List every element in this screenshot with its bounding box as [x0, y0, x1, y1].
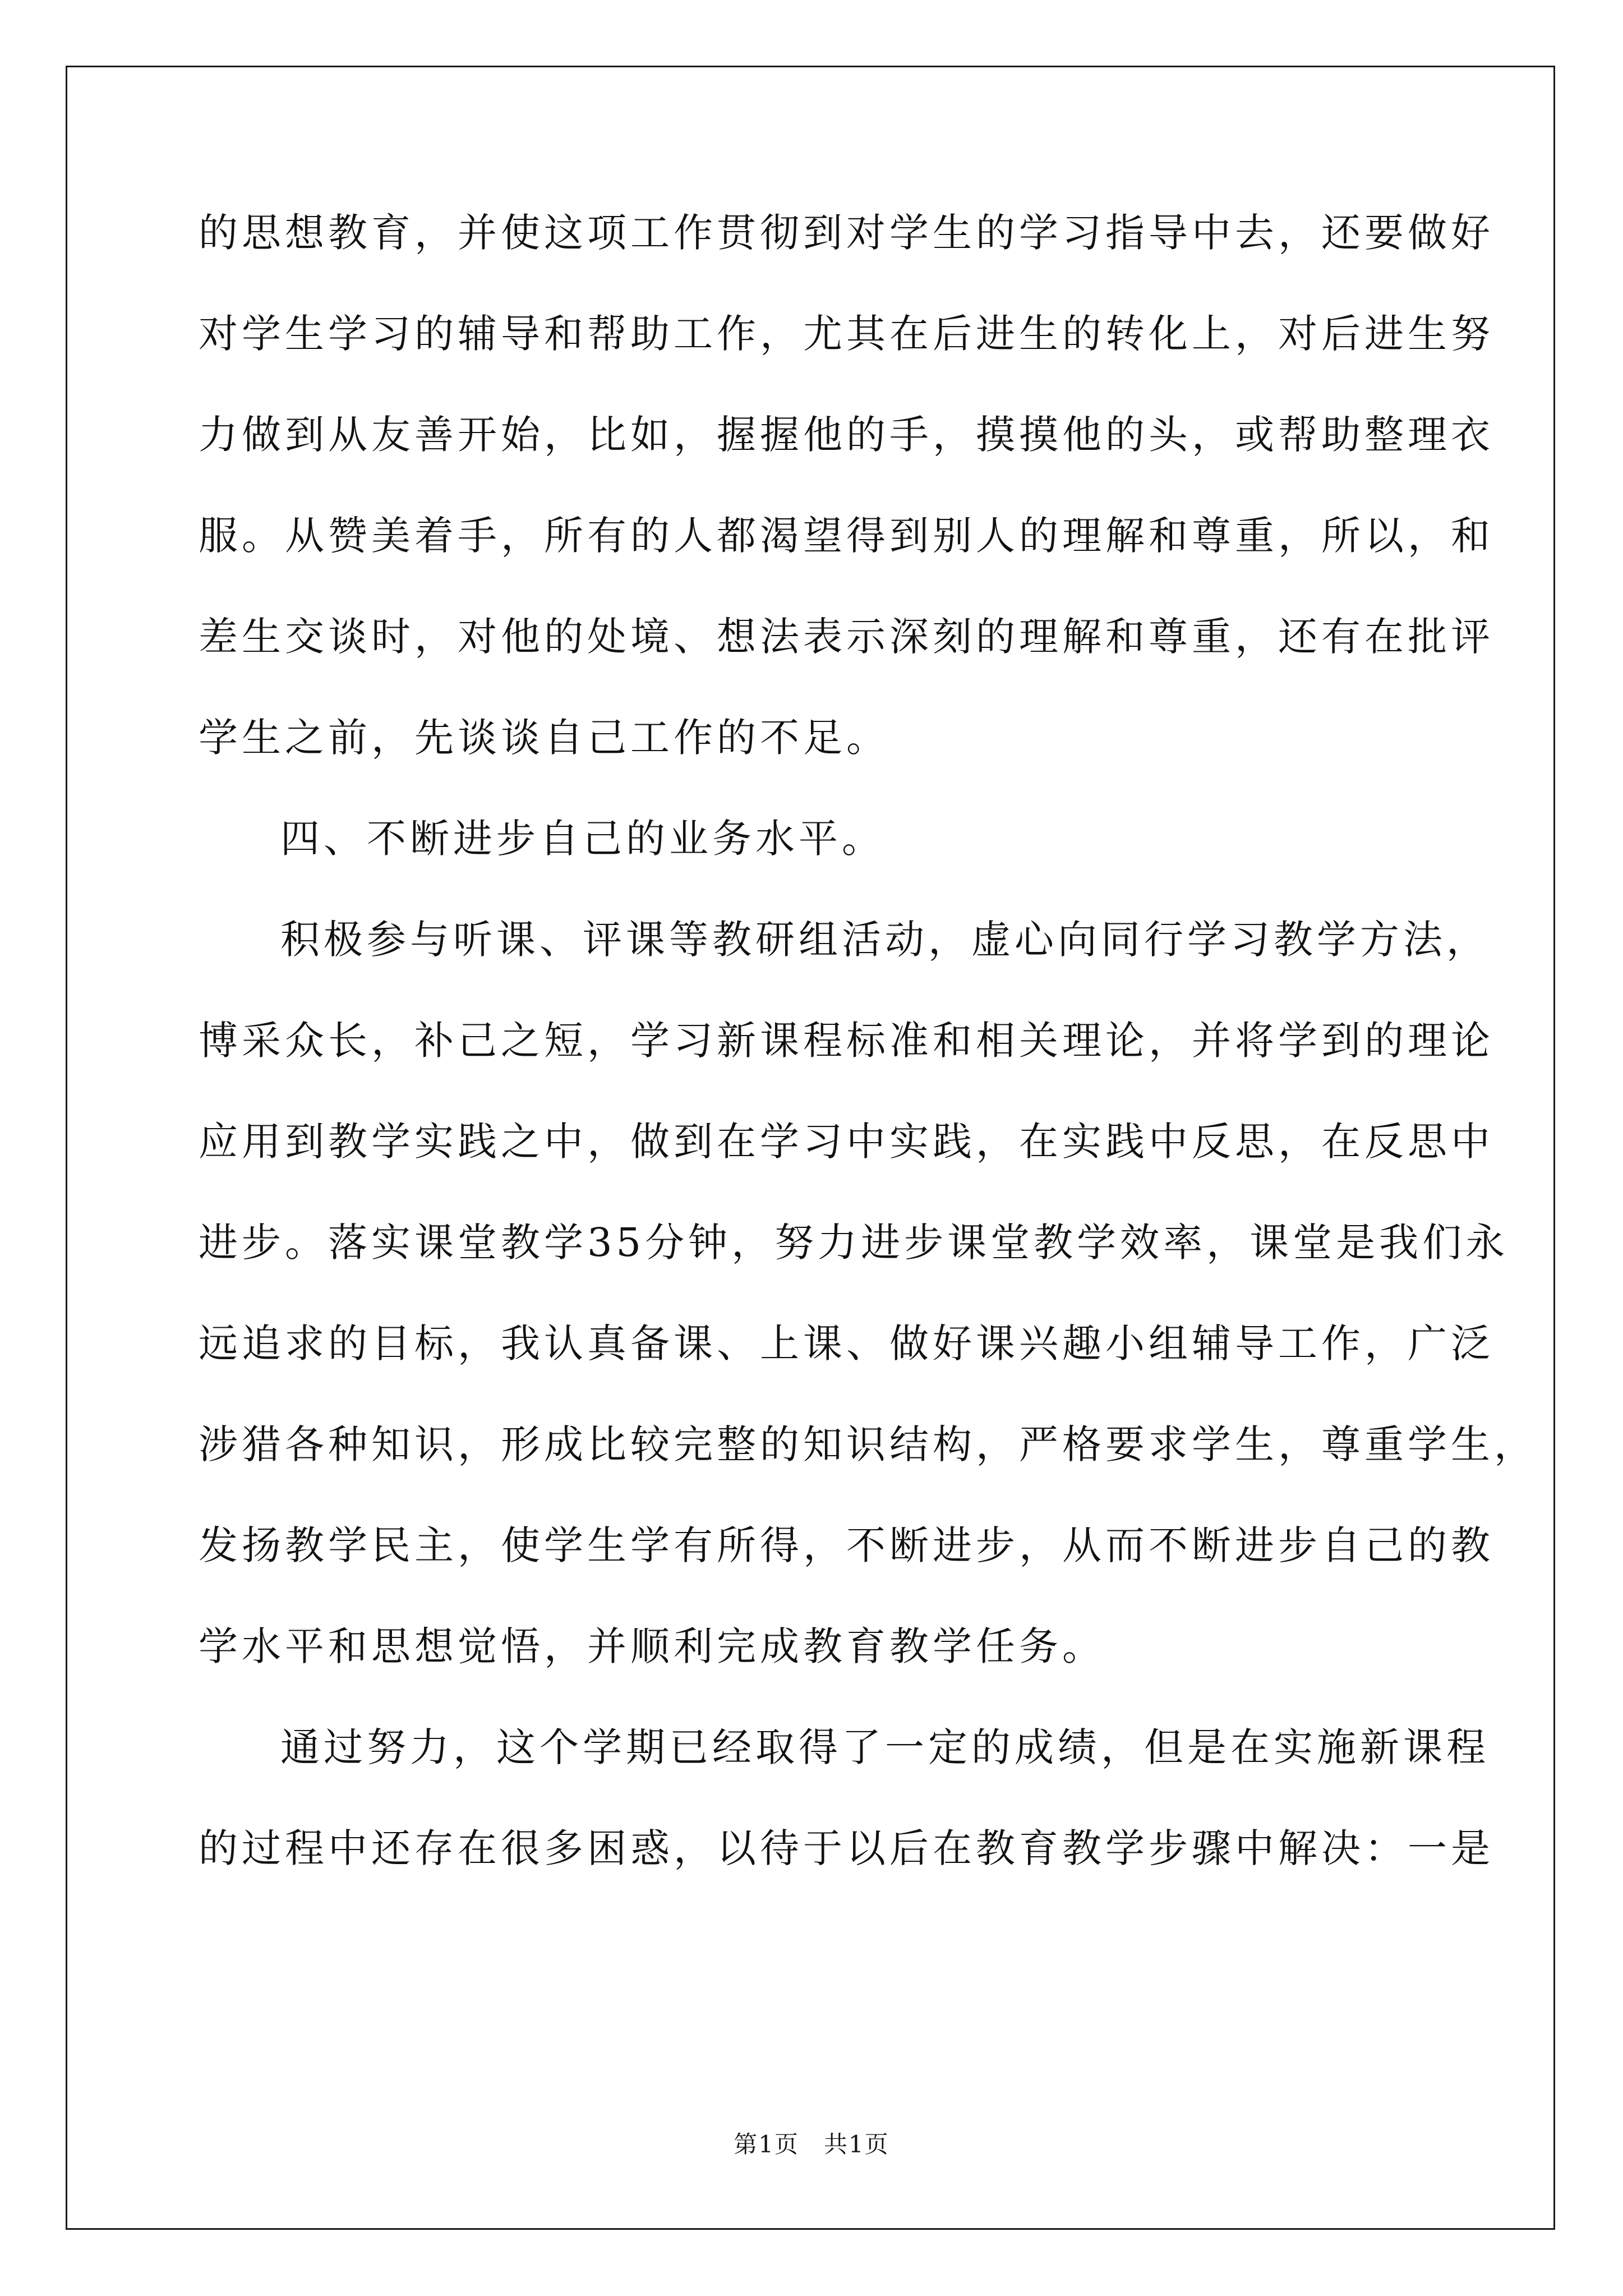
text-line: 积极参与听课、评课等教研组活动，虚心向同行学习教学方法， — [280, 917, 1490, 963]
section-heading: 四、不断进步自己的业务水平。 — [280, 816, 885, 862]
text-line: 博采众长，补己之短，学习新课程标准和相关理论，并将学到的理论 — [199, 1018, 1494, 1064]
text-line: 服。从赞美着手，所有的人都渴望得到别人的理解和尊重，所以，和 — [199, 513, 1494, 559]
text-line: 学水平和思想觉悟，并顺利完成教育教学任务。 — [199, 1623, 1105, 1669]
text-line: 的思想教育，并使这项工作贯彻到对学生的学习指导中去，还要做好 — [199, 210, 1494, 256]
text-line: 进步。落实课堂教学35分钟，努力进步课堂教学效率，课堂是我们永 — [199, 1220, 1509, 1266]
text-line: 发扬教学民主，使学生学有所得，不断进步，从而不断进步自己的教 — [199, 1522, 1494, 1568]
text-line: 通过努力，这个学期已经取得了一定的成绩，但是在实施新课程 — [280, 1724, 1490, 1770]
text-line: 力做到从友善开始，比如，握握他的手，摸摸他的头，或帮助整理衣 — [199, 412, 1494, 458]
page-number-footer: 第1页 共1页 — [734, 2131, 889, 2158]
text-line: 应用到教学实践之中，做到在学习中实践，在实践中反思，在反思中 — [199, 1119, 1494, 1165]
text-line: 涉猎各种知识，形成比较完整的知识结构，严格要求学生，尊重学生， — [199, 1421, 1537, 1467]
text-line: 远追求的目标，我认真备课、上课、做好课兴趣小组辅导工作，广泛 — [199, 1320, 1494, 1366]
text-line: 学生之前，先谈谈自己工作的不足。 — [199, 715, 889, 761]
text-line: 对学生学习的辅导和帮助工作，尤其在后进生的转化上，对后进生努 — [199, 311, 1494, 357]
text-line: 差生交谈时，对他的处境、想法表示深刻的理解和尊重，还有在批评 — [199, 614, 1494, 660]
text-line: 的过程中还存在很多困惑，以待于以后在教育教学步骤中解决：一是 — [199, 1825, 1494, 1871]
